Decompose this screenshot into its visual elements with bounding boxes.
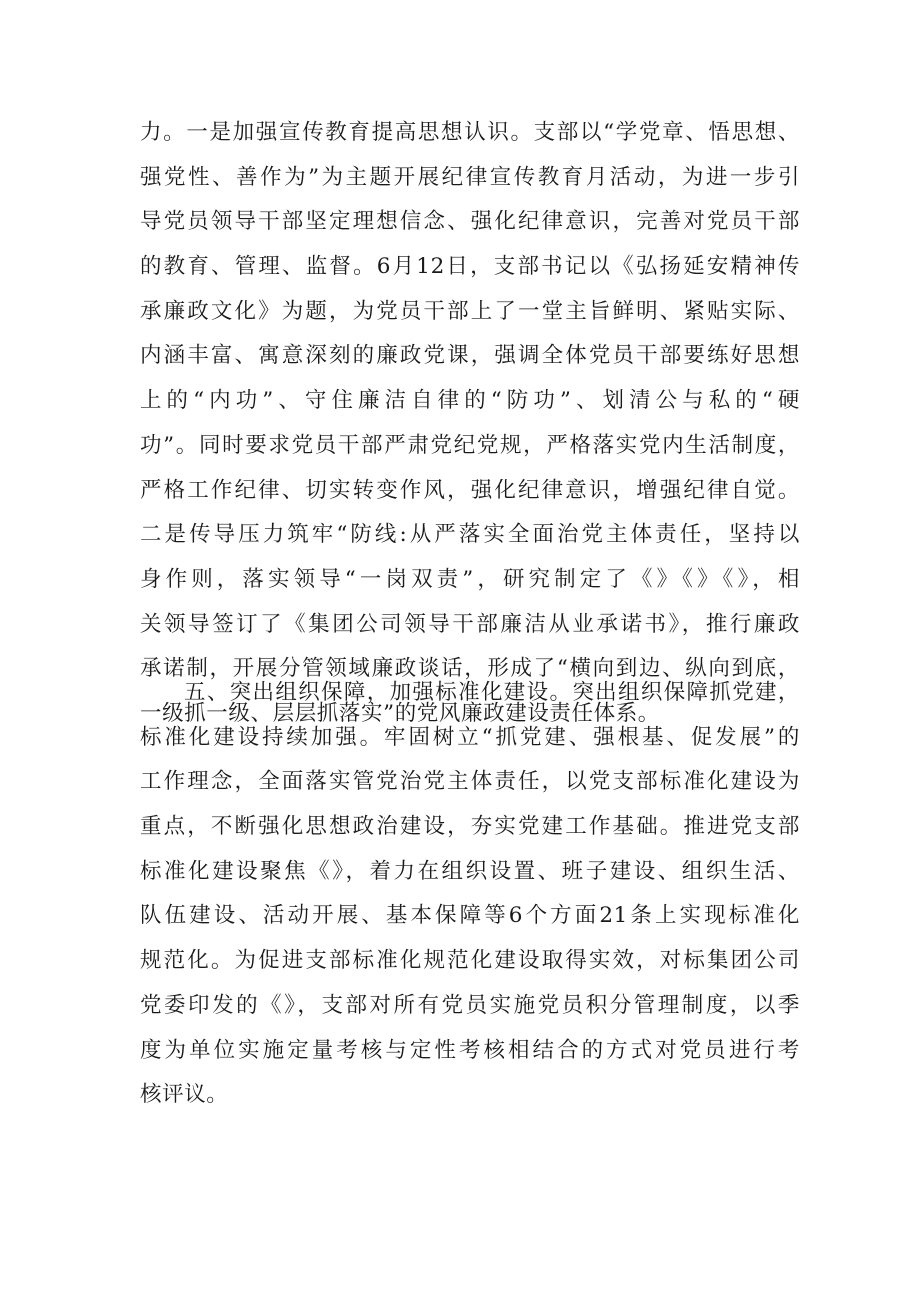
text-line: 上的“内功”、守住廉洁自律的“防功”、划清公与私的“硬 bbox=[140, 388, 800, 414]
text-line: 党委印发的《》，支部对所有党员实施党员积分管理制度，以季 bbox=[140, 992, 800, 1018]
text-line: 规范化。为促进支部标准化规范化建设取得实效，对标集团公司 bbox=[140, 948, 800, 974]
text-line: 标准化建设持续加强。牢固树立“抓党建、强根基、促发展”的 bbox=[140, 724, 800, 750]
text-line: 关领导签订了《集团公司领导干部廉洁从业承诺书》，推行廉政 bbox=[140, 611, 800, 637]
text-line: 功”。同时要求党员干部严肃党纪党规，严格落实党内生活制度， bbox=[140, 432, 800, 458]
text-line: 五、突出组织保障，加强标准化建设。突出组织保障抓党建， bbox=[184, 680, 800, 705]
text-line: 严格工作纪律、切实转变作风，强化纪律意识，增强纪律自觉。 bbox=[140, 477, 800, 503]
paragraph-discipline-education bbox=[140, 111, 800, 737]
text-line: 队伍建设、活动开展、基本保障等6个方面21条上实现标准化 bbox=[140, 903, 800, 929]
text-line: 承诺制，开展分管领域廉政谈话，形成了“横向到边、纵向到底， bbox=[140, 656, 800, 682]
text-line: 的教育、管理、监督。6月12日，支部书记以《弘扬延安精神传 bbox=[140, 254, 800, 280]
text-line: 力。一是加强宣传教育提高思想认识。支部以“学党章、悟思想、 bbox=[140, 120, 800, 145]
text-line: 一级抓一级、层层抓落实”的党风廉政建设责任体系。 bbox=[140, 700, 660, 726]
text-line: 重点，不断强化思想政治建设，夯实党建工作基础。推进党支部 bbox=[140, 814, 800, 840]
paragraph-organizational-guarantee bbox=[140, 671, 800, 1118]
text-line: 承廉政文化》为题，为党员干部上了一堂主旨鲜明、紧贴实际、 bbox=[140, 298, 800, 324]
text-line: 强党性、善作为”为主题开展纪律宣传教育月活动，为进一步引 bbox=[140, 164, 800, 190]
text-line: 导党员领导干部坚定理想信念、强化纪律意识，完善对党员干部 bbox=[140, 209, 800, 235]
text-line: 度为单位实施定量考核与定性考核相结合的方式对党员进行考 bbox=[140, 1037, 800, 1063]
text-line: 二是传导压力筑牢“防线:从严落实全面治党主体责任，坚持以 bbox=[140, 522, 800, 548]
text-line: 工作理念，全面落实管党治党主体责任，以党支部标准化建设为 bbox=[140, 769, 800, 795]
text-line: 标准化建设聚焦《》，着力在组织设置、班子建设、组织生活、 bbox=[140, 858, 800, 884]
text-line: 身作则，落实领导“一岗双责”，研究制定了《》《》《》，相 bbox=[140, 566, 800, 592]
text-line: 核评议。 bbox=[140, 1082, 229, 1108]
text-line: 内涵丰富、寓意深刻的廉政党课，强调全体党员干部要练好思想 bbox=[140, 343, 800, 369]
